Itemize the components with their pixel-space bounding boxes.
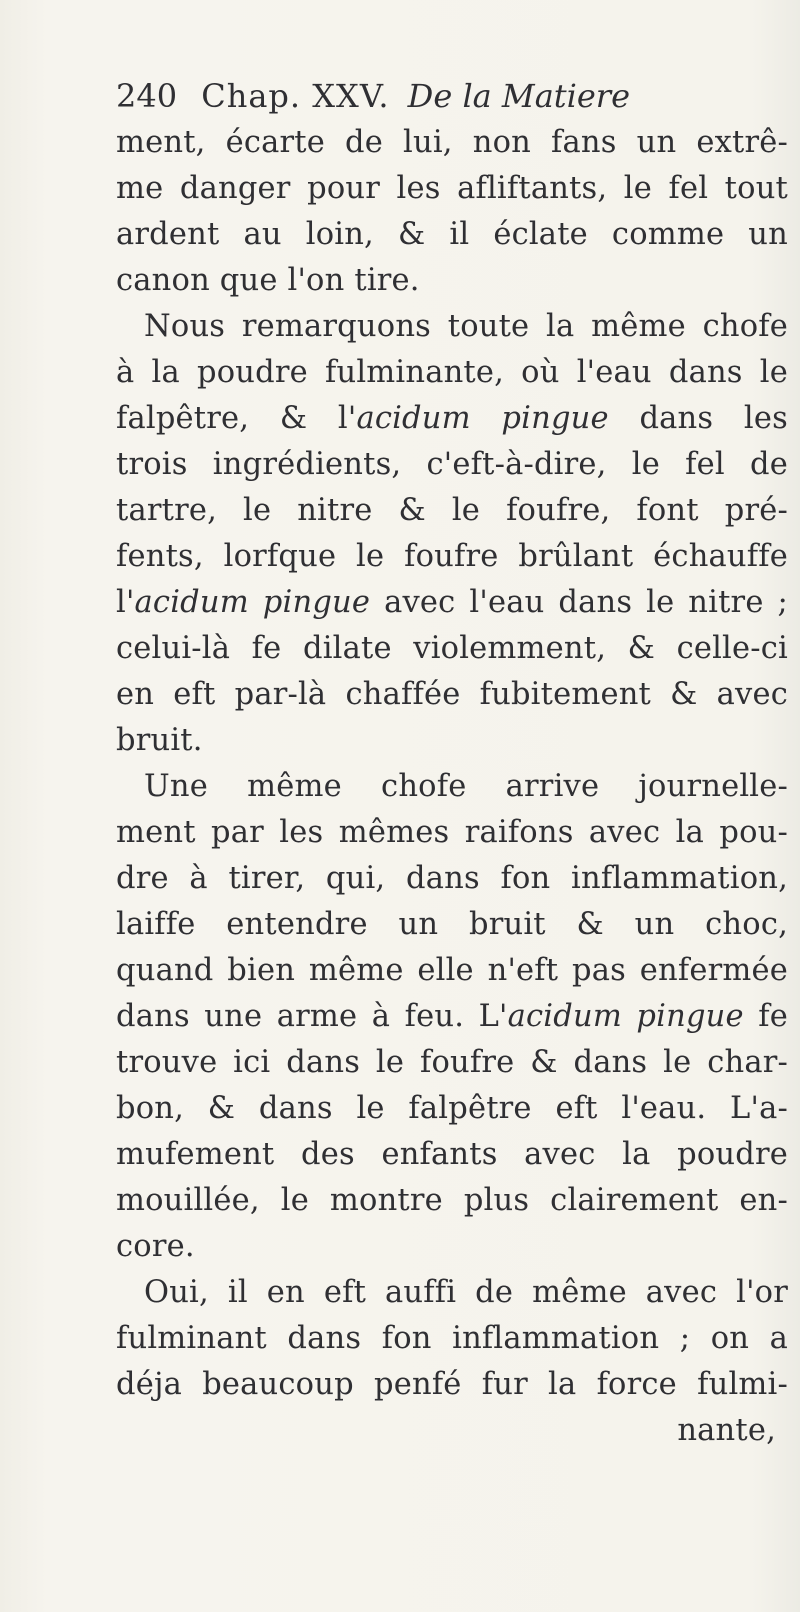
text-line: [116, 1362, 788, 1408]
page-text: [116, 72, 788, 1454]
text-line: [116, 856, 788, 902]
text-run: déja beaucoup penfé fur la force fulmi-: [116, 1367, 788, 1402]
text-line: [116, 258, 788, 304]
text-run: fe: [743, 999, 788, 1034]
text-line: [116, 1178, 788, 1224]
body-text: [116, 120, 788, 1454]
text-run: laiffe entendre un bruit & un choc,: [116, 907, 788, 942]
text-run: dre à tirer, qui, dans fon inflammation,: [116, 861, 788, 896]
text-run: ardent au loin, & il éclate comme un: [116, 217, 788, 252]
text-line: [116, 488, 788, 534]
text-run: Nous remarquons toute la même chofe: [144, 309, 788, 344]
text-run: mufement des enfants avec la poudre: [116, 1137, 788, 1172]
text-run: bon, & dans le falpêtre eft l'eau. L'a-: [116, 1091, 788, 1126]
chapter-label: Chap. XXV.: [201, 77, 390, 115]
italic-phrase: acidum pingue: [356, 401, 609, 436]
text-line: [116, 350, 788, 396]
text-run: tartre, le nitre & le foufre, font pré-: [116, 493, 788, 528]
text-run: ment par les mêmes raifons avec la pou-: [116, 815, 788, 850]
text-line: [116, 626, 788, 672]
text-line: [116, 672, 788, 718]
page-number: 240: [116, 77, 178, 115]
text-run: en eft par-là chaffée fubitement & avec: [116, 677, 788, 712]
text-run: me danger pour les afliftants, le fel tout: [116, 171, 788, 206]
text-run: fulminant dans fon inflammation ; on a: [116, 1321, 788, 1356]
text-line: [116, 534, 788, 580]
text-line: [116, 810, 788, 856]
text-line: [116, 212, 788, 258]
chapter-title: De la Matiere: [407, 77, 631, 115]
text-run: quand bien même elle n'eft pas enfermée: [116, 953, 788, 988]
text-line: [116, 1408, 788, 1454]
text-run: canon que l'on tire.: [116, 263, 420, 298]
text-line: [116, 994, 788, 1040]
text-run: l': [116, 585, 135, 620]
text-run: bruit.: [116, 723, 203, 758]
text-line: [116, 580, 788, 626]
text-run: celui-là fe dilate violemment, & celle-ci: [116, 631, 788, 666]
text-line: [116, 718, 788, 764]
text-run: dans une arme à feu. L': [116, 999, 508, 1034]
text-run: fents, lorfque le foufre brûlant échauffe: [116, 539, 788, 574]
text-run: core.: [116, 1229, 195, 1264]
text-line: [116, 166, 788, 212]
text-run: avec l'eau dans le nitre ;: [370, 585, 788, 620]
text-run: trouve ici dans le foufre & dans le char-: [116, 1045, 788, 1080]
text-run: dans les: [608, 401, 788, 436]
text-line: [116, 1270, 788, 1316]
text-run: Oui, il en eft auffi de même avec l'or: [144, 1275, 788, 1310]
text-line: [116, 902, 788, 948]
text-run: falpêtre, & l': [116, 401, 357, 436]
italic-phrase: acidum pingue: [507, 999, 744, 1034]
text-run: trois ingrédients, c'eft-à-dire, le fel de: [116, 447, 788, 482]
text-line: [116, 1224, 788, 1270]
text-line: [116, 764, 788, 810]
text-run: mouillée, le montre plus clairement en-: [116, 1183, 788, 1218]
text-line: [116, 1316, 788, 1362]
text-line: [116, 120, 788, 166]
text-line: [116, 1086, 788, 1132]
italic-phrase: acidum pingue: [134, 585, 371, 620]
text-line: [116, 948, 788, 994]
text-line: [116, 304, 788, 350]
text-run: Une même chofe arrive journelle-: [144, 769, 788, 804]
text-line: [116, 442, 788, 488]
text-run: nante,: [677, 1413, 776, 1448]
text-run: à la poudre fulminante, où l'eau dans le: [116, 355, 788, 390]
text-line: [116, 1132, 788, 1178]
running-header: [116, 72, 788, 120]
text-line: [116, 396, 788, 442]
text-line: [116, 1040, 788, 1086]
text-run: ment, écarte de lui, non fans un extrê-: [116, 125, 788, 160]
